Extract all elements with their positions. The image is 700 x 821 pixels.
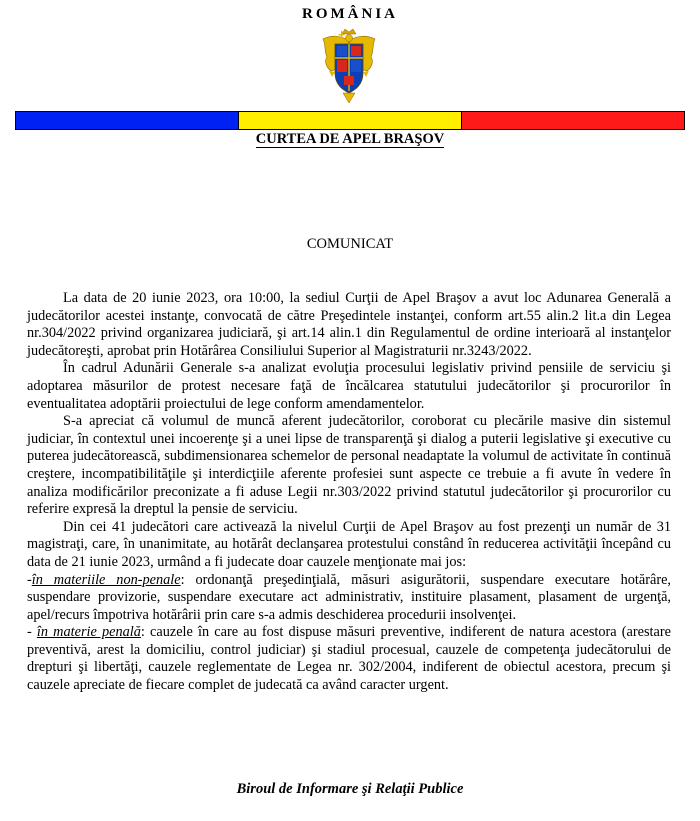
paragraph-2: În cadrul Adunării Generale s-a analizat evoluţia procesului legislativ privind pensiile de serviciu şi adoptarea măsurilor de protest necesare faţă de încălcarea statutului judecătorilor şi procurorilor în eventualitatea adoptării proiectului de lege conform amendamentelor.	[27, 360, 671, 412]
flag-yellow-stripe	[238, 112, 461, 129]
tricolor-flag	[15, 111, 685, 130]
paragraph-1: La data de 20 iunie 2023, ora 10:00, la sediul Curţii de Apel Braşov a avut loc Adunarea Generală a judecătorilor acestei instanţe, convocată de către Preşedintele instanţei, conform art.55 alin.2 lit.a din Legea nr.304/2022 privind organizarea judiciară, şi art.14 alin.1 din Regulamentul de ordine interioară al instanţelor judecătoreşti, aprobat prin Hotărârea Consiliului Superior al Magistraturii nr.3243/2022.	[27, 290, 671, 359]
court-name	[0, 131, 700, 148]
list-item-penal: - în materie penală: cauzele în care au fost dispuse măsuri preventive, indiferent de natura acestora (arestare preventivă, arest la domiciliu, control judiciar) şi stadiul procesual, cauzele de competenţa judecătorului de drepturi şi libertăţi, cauzele reglementate de Legea nr. 302/2004, indiferent de obiectul acestora, precum şi cauzele apreciate de fiecare complet de judecată ca având caracter urgent.	[27, 624, 671, 694]
document-body	[27, 290, 671, 695]
list-item-non-penal: -în materiile non-penale: ordonanţă preşedinţială, măsuri asigurătorii, suspendare executare hotărâre, suspendare provizorie, suspendare executare act administrativ, instituire plasament, plasament de urgenţă, apel/recurs împotriva hotărârii prin care s-a admis deschiderea procedurii insolvenţei.	[27, 571, 671, 623]
list-item-penal-label: în materie penală	[36, 624, 141, 641]
list-item-non-penal-text: : ordonanţă preşedinţială, măsuri asigurătorii, suspendare executare hotărâre, suspendare provizorie, suspendare executare act administrativ, instituire plasament, plasament de urgenţă, apel/recurs împotriva hotărârii prin care s-a admis deschiderea procedurii insolvenţei.	[27, 571, 671, 623]
flag-blue-stripe	[16, 112, 238, 129]
document-title: COMUNICAT	[306, 236, 394, 252]
court-name-text: CURTEA DE APEL BRAŞOV	[255, 131, 445, 147]
coat-of-arms-icon	[321, 27, 377, 105]
list-item-non-penal-label: în materiile non-penale	[31, 571, 181, 588]
list-item-penal-text: : cauzele în care au fost dispuse măsuri preventive, indiferent de natura acestora (arestare preventivă, arest la domiciliu, control judiciar) şi stadiul procesual, cauzele de competenţa judecătorului de drepturi şi libertăţi, cauzele reglementate de Legea nr. 302/2004, indiferent de obiectul acestora, precum şi cauzele apreciate de fiecare complet de judecată ca având caracter urgent.	[27, 624, 671, 694]
paragraph-3: S-a apreciat că volumul de muncă aferent judecătorilor, coroborat cu plecările masive din sistemul judiciar, în contextul unei incoerenţe şi a unei lipse de transparenţă şi dialog a puterii legislative şi executive cu puterea judecătorească, subdimensionarea schemelor de personal neadaptate la volumul de activitate în continuă creştere, incompatibilităţile şi interdicţiile aferente profesiei sunt aspecte ce trebuie a fi avute în vedere în analiza modificărilor preconizate a fi aduse Legii nr.303/2022 privind statutul judecătorilor şi procurorilor cu referire expresă la dreptul la pensie de serviciu.	[27, 413, 671, 518]
flag-red-stripe	[461, 112, 684, 129]
country-title: ROMÂNIA	[302, 6, 398, 22]
paragraph-4: Din cei 41 judecători care activează la nivelul Curţii de Apel Braşov au fost prezenţi un număr de 31 magistraţi, care, în unanimitate, au hotărât declanşarea protestului constând în reducerea activităţii începând cu data de 21 iunie 2023, urmând a fi judecate doar cauzele menţionate mai jos:	[27, 518, 671, 570]
signature: Biroul de Informare şi Relaţii Publice	[236, 781, 464, 797]
